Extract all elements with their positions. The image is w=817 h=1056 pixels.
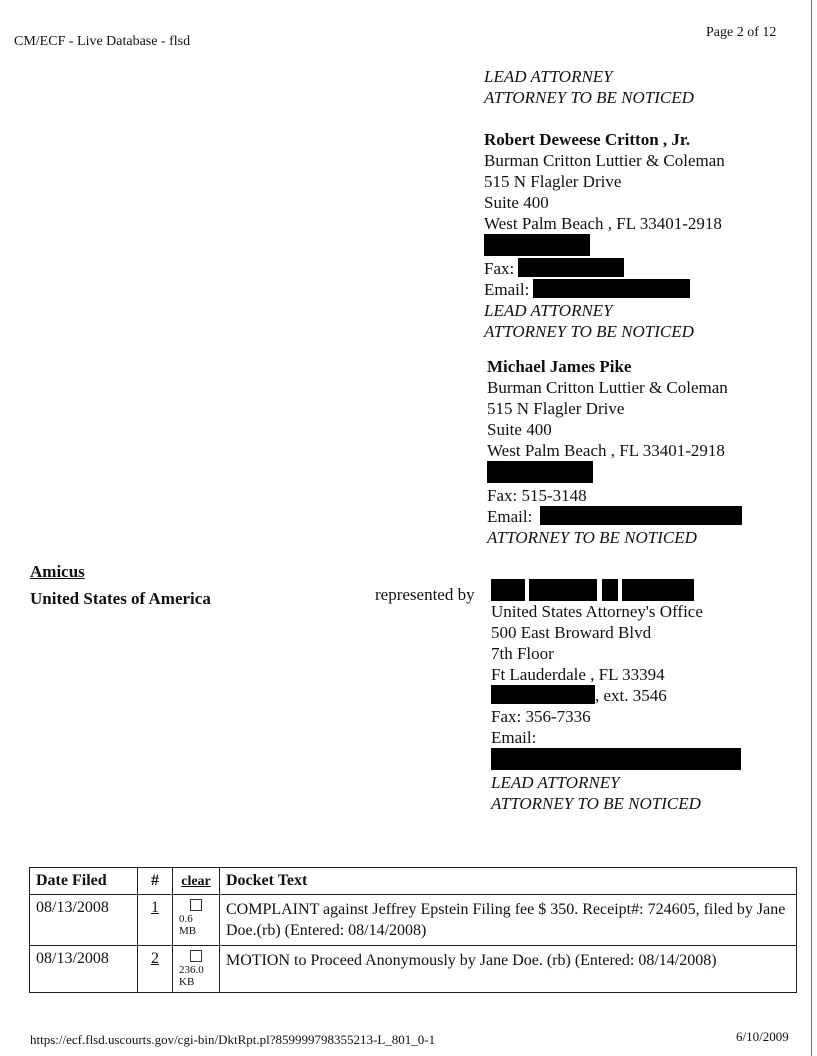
notice-designation: ATTORNEY TO BE NOTICED [484,88,694,107]
attorney-address-line-1: 515 N Flagler Drive [484,172,622,191]
attorney-address-line-1: 515 N Flagler Drive [487,399,625,418]
email-label: Email: [484,280,530,299]
footer-url: https://ecf.flsd.uscourts.gov/cgi-bin/DktRpt.pl?859999798355213-L_801_0-1 [30,1032,436,1047]
redaction-phone [487,461,593,483]
docket-date: 08/13/2008 [30,895,138,946]
document-checkbox[interactable] [190,899,202,911]
attorney-address-line-2: Suite 400 [484,193,549,212]
docket-row [30,946,797,993]
fax-number: Fax: 515-3148 [487,486,587,505]
attorney-firm: Burman Critton Luttier & Coleman [487,378,728,397]
docket-table [29,867,797,993]
represented-by-label: represented by [375,585,475,604]
document-size-unit: KB [179,976,195,988]
attorney-pike-block [487,356,742,548]
docket-header-row [30,868,797,895]
docket-number-cell [138,895,173,946]
footer-date: 6/10/2009 [736,1029,789,1044]
page-number: Page 2 of 12 [706,25,777,40]
office-address-line-1: 500 East Broward Blvd [491,623,652,642]
page-edge-divider [811,0,812,1056]
clear-link[interactable]: clear [181,874,211,889]
lead-attorney-designation: LEAD ATTORNEY [491,773,620,792]
office-name: United States Attorney's Office [491,602,703,621]
redaction-fax [518,258,624,277]
docket-number-link[interactable]: 1 [151,899,159,916]
redaction-phone [484,234,590,256]
lead-attorney-designation: LEAD ATTORNEY [484,67,613,86]
attorney-city-state-zip: West Palm Beach , FL 33401-2918 [484,214,722,233]
fax-label: Fax: [484,259,515,278]
email-label: Email: [491,728,537,747]
redaction-email [533,279,690,298]
notice-designation: ATTORNEY TO BE NOTICED [487,528,697,547]
document-select-cell [173,946,220,993]
document-header-title: CM/ECF - Live Database - flsd [14,34,191,49]
document-size-value: 236.0 [179,964,204,976]
redaction-email [491,748,741,770]
phone-extension: , ext. 3546 [595,686,667,705]
redaction-name-part-3 [602,579,618,601]
email-label: Email: [487,507,533,526]
docket-date: 08/13/2008 [30,946,138,993]
redaction-phone [491,685,595,704]
attorney-city-state-zip: West Palm Beach , FL 33401-2918 [487,441,725,460]
party-name: United States of America [30,589,211,608]
attorney-critton-block [484,129,725,342]
docket-text: COMPLAINT against Jeffrey Epstein Filing fee $ 350. Receipt#: 724605, filed by Jane Doe.(rb) (Entered: 08/14/2008) [220,895,797,946]
document-checkbox[interactable] [190,950,202,962]
docket-text: MOTION to Proceed Anonymously by Jane Doe. (rb) (Entered: 08/14/2008) [220,946,797,993]
column-header-clear [173,868,220,895]
amicus-attorney-block [491,579,741,814]
redaction-email [540,506,742,525]
document-size-value: 0.6 [179,913,193,925]
office-address-line-2: 7th Floor [491,644,554,663]
docket-row [30,895,797,946]
attorney-name: Robert Deweese Critton , Jr. [484,130,691,149]
column-header-date-filed: Date Filed [30,868,138,895]
attorney-top-block [484,66,694,108]
fax-number: Fax: 356-7336 [491,707,591,726]
redaction-name-part-1 [491,579,525,601]
document-select-cell [173,895,220,946]
notice-designation: ATTORNEY TO BE NOTICED [484,322,694,341]
attorney-firm: Burman Critton Luttier & Coleman [484,151,725,170]
column-header-docket-text: Docket Text [220,868,797,895]
attorney-address-line-2: Suite 400 [487,420,552,439]
docket-number-link[interactable]: 2 [151,950,159,967]
notice-designation: ATTORNEY TO BE NOTICED [491,794,701,813]
lead-attorney-designation: LEAD ATTORNEY [484,301,613,320]
office-city-state-zip: Ft Lauderdale , FL 33394 [491,665,665,684]
redaction-name-part-4 [622,579,694,601]
party-role-label: Amicus [30,562,85,581]
redaction-name-part-2 [529,579,597,601]
docket-number-cell [138,946,173,993]
document-size-unit: MB [179,925,197,937]
column-header-number: # [138,868,173,895]
attorney-name: Michael James Pike [487,357,632,376]
